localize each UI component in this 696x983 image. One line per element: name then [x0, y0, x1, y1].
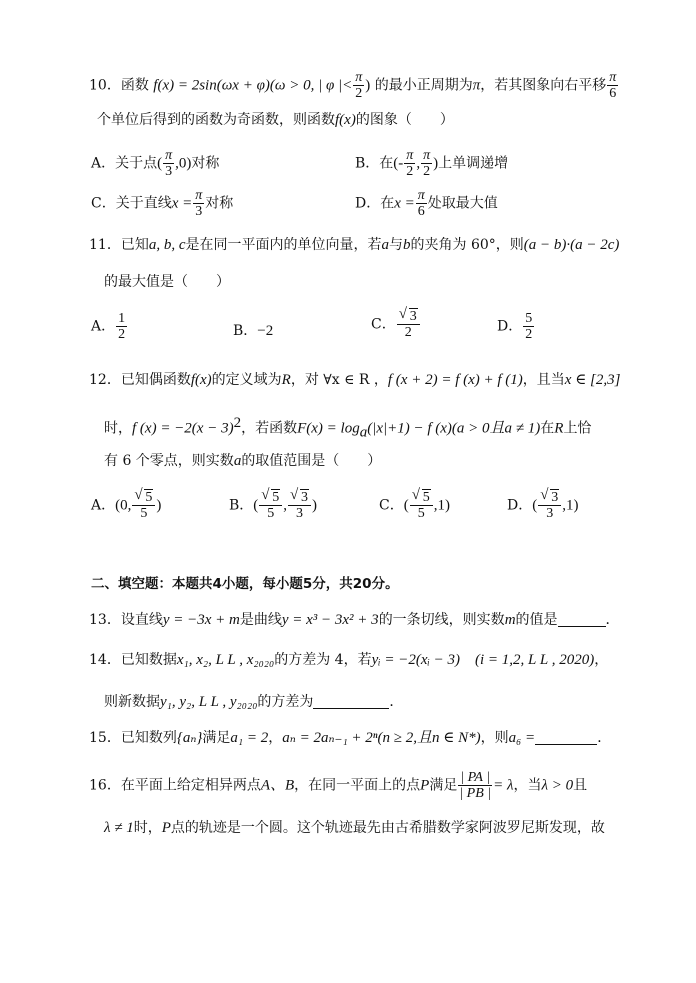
q11-line2: 的最大值是（ ） [104, 274, 230, 290]
q16-number: 16． [89, 777, 121, 794]
q10-option-d: D．在x = $\frac{\pi}{6}$ 处取最大值 [355, 188, 498, 219]
q12-option-b: B．( √ 5 5 , √ 3 3 ) [229, 487, 318, 521]
q10-frac: $\frac{\pi}{2}$ [355, 70, 363, 101]
q14-line2: 则新数据y₁, y₂, L L , y₂₀₂₀的方差为 ． [104, 694, 404, 710]
q10-formula: f(x) = 2sin(ωx + φ)(ω > 0, | φ |< [153, 77, 353, 94]
q14-answer-blank[interactable] [313, 708, 389, 709]
q12-line1: 12．已知偶函数f(x)的定义域为R，对 ∀x ∈ R ，f (x + 2) = f (x) + f (1)，且当x ∈ [2,3] [89, 372, 621, 388]
q10-line2: 个单位后得到的函数为奇函数，则函数f(x)的图象（ ） [97, 112, 454, 128]
q11-line1: 11．已知a, b, c是在同一平面内的单位向量，若a与b的夹角为 60°，则(a − b)·(a − 2c) [89, 237, 620, 253]
q15-number: 15． [89, 730, 121, 746]
q16-line2: λ ≠ 1时，P点的轨迹是一个圆。这个轨迹最先由古希腊数学家阿波罗尼斯发现，故 [104, 820, 605, 836]
q10-option-c: C．关于直线x = $\frac{\pi}{3}$ 对称 [91, 188, 234, 219]
q11-number: 11． [89, 237, 121, 253]
q13-answer-blank[interactable] [558, 626, 606, 627]
q13-line1: 13．设直线y = −3x + m是曲线y = x³ − 3x² + 3的一条切线，则实数m的值是 ． [89, 612, 620, 628]
section-fill-in-title: 二、填空题：本题共4小题，每小题5分，共20分。 [91, 576, 399, 592]
q12-option-a: A．(0, √ 5 5 ) [91, 487, 162, 521]
q15-line1: 15．已知数列{aₙ}满足a₁ = 2，aₙ = 2aₙ₋₁ + 2ⁿ(n ≥ 2,且n ∈ N*)，则a₆ = ． [89, 730, 612, 746]
q12-option-d: D．( √ 3 3 ,1) [507, 487, 579, 521]
q11-option-d: D． $\frac{5}{2}$ [497, 311, 533, 342]
q10-shift-frac: $\frac{\pi}{6}$ [609, 70, 617, 101]
q11-option-b: B．−2 [233, 323, 274, 339]
q10-line1: 10．函数 f(x) = 2sin(ωx + φ)(ω > 0, | φ |< $\frac{\pi}{2}$ ) 的最小正周期为π，若其图象向右平移 $\frac{\pi}{6}$ [89, 70, 617, 101]
q16-line1: 16．在平面上给定相异两点A、B，在同一平面上的点P满足 $\frac{| PA |}{| PB |}$ = λ，当λ > 0且 [89, 770, 588, 801]
q10-number: 10． [89, 77, 121, 94]
q11-option-c: C． √ 3 2 [371, 309, 421, 340]
q15-answer-blank[interactable] [535, 744, 597, 745]
q16-ratio-frac: $\frac{| PA |}{| PB |}$ [459, 770, 492, 801]
q12-line3: 有 6 个零点，则实数a的取值范围是（ ） [104, 453, 382, 469]
q11-option-a: A． $\frac{1}{2}$ [91, 311, 126, 342]
q12-option-c: C．( √ 5 5 ,1) [379, 487, 450, 521]
q13-number: 13． [89, 612, 121, 628]
q14-line1: 14．已知数据x₁, x₂, L L , x₂₀₂₀的方差为 4，若yᵢ = −2(xᵢ − 3) (i = 1,2, L L , 2020)， [89, 652, 609, 668]
q10-option-b: B．在(- $\frac{\pi}{2}$ , $\frac{\pi}{2}$ )上单调递增 [355, 148, 509, 179]
q12-number: 12． [89, 372, 121, 388]
q12-line2: 时，f $(x) = -2(x - 3)^2$，若函数$F(x) = \log_a(|x|+1) - f$ (x)(a > 0且a ≠ 1)在R上恰 [104, 415, 592, 441]
q14-number: 14． [89, 652, 121, 668]
q10-option-a: A．关于点( $\frac{\pi}{3}$ ,0)对称 [91, 148, 220, 179]
